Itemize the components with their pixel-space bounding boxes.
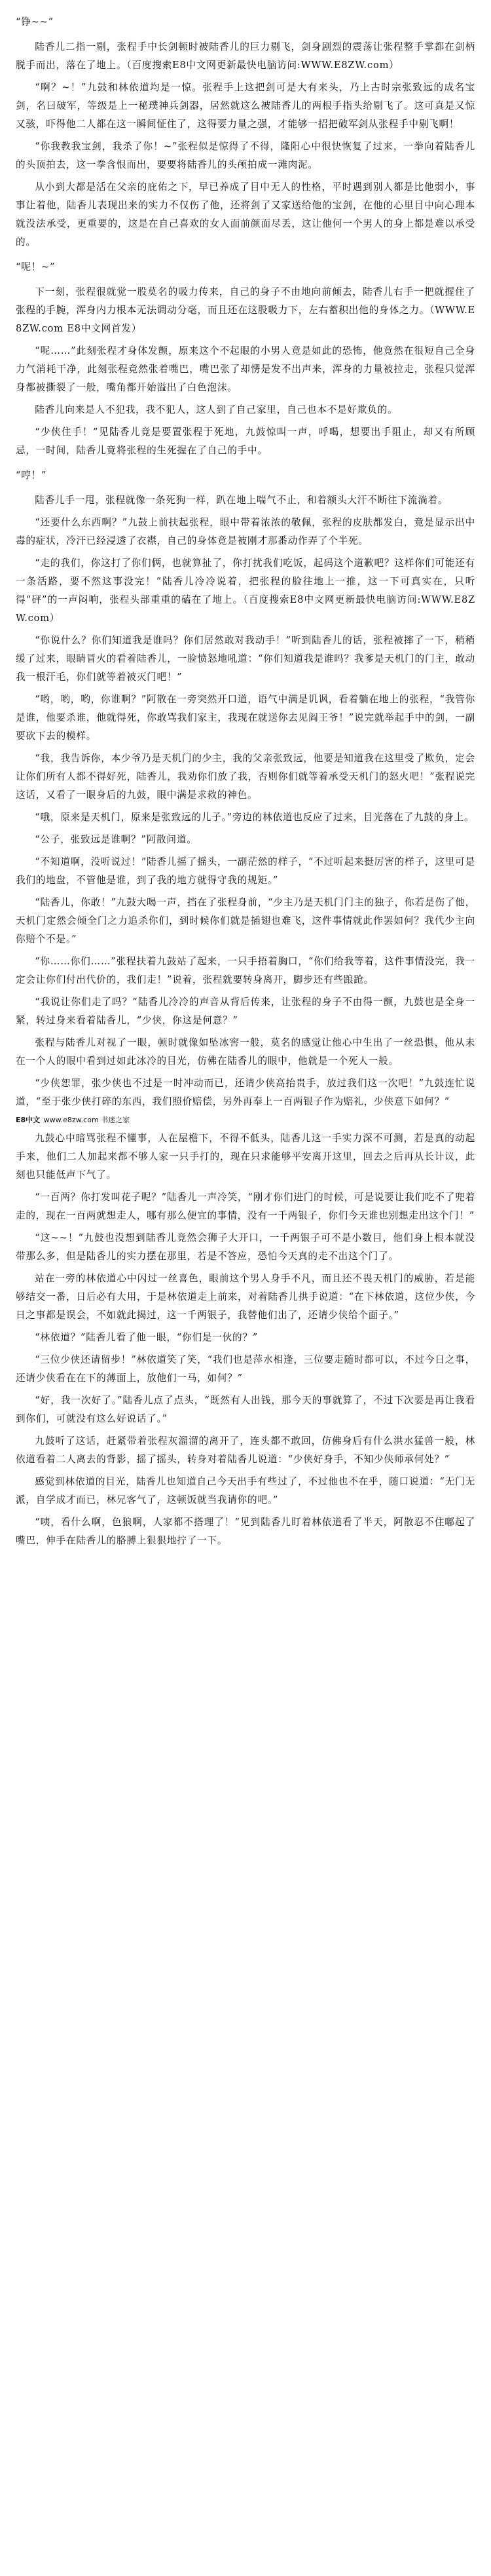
paragraph: “铮~~” — [16, 16, 54, 28]
chapter-body — [16, 13, 475, 1550]
paragraph: 站在一旁的林依道心中闪过一丝喜色，眼前这个男人身手不凡，而且还不畏天机门的威胁，若是能够结交一番，日后必有大用，于是林依道走上前来，对着陆香儿拱手说道：“在下林依道，这位少侠，今日之事都是误会，不如就此揭过，这一千两银子，我替他们出了，还请少侠给个面子。” — [16, 1273, 475, 1321]
paragraph: “少侠恕罪，张少侠也不过是一时冲动而已，还请少侠高抬贵手，放过我们这一次吧！”九鼓连忙说道，“至于张少侠打碎的东西，我们照价赔偿，另外再奉上一百两银子作为赔礼，少侠意下如何？” — [16, 1078, 475, 1107]
paragraph: “呢……”此刻张程才身体发颤，原来这个不起眼的小男人竟是如此的恐怖，他竟然在很短自己全身力气消耗干净，此刻张程竟然张着嘴巴，嘴巴张了却愣是发不出声来，浑身的力量被拉走，张程只觉浑身都被撕裂了一般，嘴角都开始溢出了白色泡沫。 — [16, 345, 475, 393]
paragraph: “啊？~！”九鼓和林依道均是一惊。张程手上这把剑可是大有来头，乃上古时宗张致远的成名宝剑，名曰破军，等级是上一秘璞神兵剑器，居然就这么被陆香儿的两根手指头给剔飞了。这可真是又惊又骇，吓得他二人都在这一瞬间怔住了，这得要力量之强，才能够一招把破军剑从张程手中剔飞啊！ — [16, 82, 475, 130]
paragraph: “陆香儿，你敢！”九鼓大喝一声，挡在了张程身前，“少主乃是天机门门主的独子，你若是伤了他，天机门定然会倾全门之力追杀你们，到时候你们就是插翅也难飞，这件事情就此作罢如何？我代少主向你赔个不是。” — [16, 897, 475, 945]
paragraph: 从小到大都是活在父亲的庇佑之下，早已养成了目中无人的性格，平时遇到别人都是比他弱小，事事让着他，陆香儿表现出来的实力不仅伤了他，还将剑了又家送给他的宝剑，在他的心里目中向心理本就没法承受，更重要的，这是在自己喜欢的女人面前颜面尽丢，这让他何一个男人的身上都是难以承受的。 — [16, 181, 475, 248]
site-watermark — [16, 1115, 475, 1126]
paragraph: 陆香儿向来是人不犯我，我不犯人，这人到了自己家里，自己也本不是好欺负的。 — [35, 404, 398, 415]
paragraph: “好，我一次好了。”陆香儿点了点头，“既然有人出钱，那今天的事就算了，不过下次要是再让我看到你们，可就没有这么好说话了。” — [16, 1395, 475, 1424]
paragraph: “三位少侠还请留步！”林依道笑了笑，“我们也是萍水相逢，三位要走随时都可以，不过今日之事，还请少侠看在在下的薄面上，放他们一马，如何？” — [16, 1354, 475, 1384]
paragraph: “哦，原来是天机门，原来是张致远的儿子。”旁边的林依道也反应了过来，目光落在了九鼓的身上。 — [35, 812, 475, 823]
paragraph: 九鼓心中暗骂张程不懂事，人在屋檐下，不得不低头，陆香儿这一手实力深不可测，若是真的动起手来，他们二人加起来都不够人家一只手打的，现在只求能够平安离开这里，回去之后再从长计议，此刻也只能低声下气了。 — [16, 1133, 475, 1181]
paragraph: “你说什么？你们知道我是谁吗？你们居然敢对我动手！”听到陆香儿的话，张程被摔了一下，稍稍缓了过来，眼睛冒火的看着陆香儿，一脸愤怒地吼道：“你们知道我是谁吗？我爹是天机门的门主，敢动我一根汗毛，你们就等着被灭门吧！” — [16, 635, 475, 683]
watermark-tagline: 书迷之家 — [101, 1116, 130, 1124]
paragraph: 下一刻，张程很就觉一股莫名的吸力传来，自己的身子不由地向前倾去，陆香儿右手一把就握住了张程的手腕，浑身内力根本无法调动分毫，而且还在这股吸力下，左右蓄积出他的身体之力。（WWW.E8ZW.com E8中文网首发） — [16, 286, 475, 334]
paragraph: “林依道？”陆香儿看了他一眼，“你们是一伙的？” — [35, 1332, 259, 1343]
paragraph: “你……你们……”张程扶着九鼓站了起来，一只手捂着胸口，“你们给我等着，这件事情没完，我一定会让你们付出代价的，我们走！”说着，张程就要转身离开，脚步还有些踉跄。 — [16, 956, 475, 985]
paragraph: “呢！~” — [16, 261, 56, 273]
paragraph: “公子，张致远是谁啊？”阿散问道。 — [35, 834, 197, 845]
paragraph: “还要什么东西啊？”九鼓上前扶起张程，眼中带着浓浓的敬佩，张程的皮肤都发白，竟是显示出中毒的症状，冷汗已经浸透了衣襟，自己的身体竟是被刚才那番动作弄了个半死。 — [16, 517, 475, 546]
paragraph: 感觉到林依道的目光，陆香儿也知道自己今天出手有些过了，不过他也不在乎，随口说道：“无门无派，自学成才而已，林兄客气了，这顿饭就当我请你的吧。” — [16, 1476, 475, 1506]
paragraph: 九鼓听了这话，赶紧带着张程灰溜溜的离开了，连头都不敢回，仿佛身后有什么洪水猛兽一般，林依道看着二人离去的背影，摇了摇头，转身对着陆香儿说道：“少侠好身手，不知少侠师承何处？” — [16, 1435, 475, 1465]
watermark-brand: E8中文 — [16, 1116, 41, 1124]
paragraph: “这~~！”九鼓也没想到陆香儿竟然会狮子大开口，一千两银子可不是小数目，他们身上根本就没带那么多，但是陆香儿的实力摆在那里，若是不答应，恐怕今天真的走不出这个门了。 — [16, 1232, 475, 1262]
paragraph: “哼！” — [16, 470, 47, 481]
paragraph: “我，我告诉你，本少爷乃是天机门的少主，我的父亲张致远，他要是知道我在这里受了欺负，定会让你们所有人都不得好死，陆香儿，我劝你们放了我，否则你们就等着承受天机门的怒火吧！”张程说完这话，又看了一眼身后的九鼓，眼中满是求救的神色。 — [16, 753, 475, 801]
watermark-site: www.e8zw.com — [43, 1116, 99, 1124]
paragraph: 陆香儿二指一剔，张程手中长剑顿时被陆香儿的巨力剔飞，剑身剧烈的震荡让张程整手掌都在剑柄脱手而出，落在了地上。（百度搜索E8中文网更新最快电脑访问:WWW.E8ZW.com） — [16, 41, 475, 71]
paragraph: “走的我们，你这打了你们俩，也就算扯了，你打扰我们吃饭，起码这个道歉吧？这样你们可能还有一条活路，要不然这事没完！”陆香儿冷冷说着，把张程的脸往地上一推，这一下可真实在，只听得“砰”的一声闷响，张程头部重重的磕在了地上。（百度搜索E8中文网更新最快电脑访问:WWW.E8ZW.com） — [16, 558, 475, 624]
paragraph: “哟，哟，哟，你谁啊？”阿散在一旁突然开口道，语气中满是讥讽，看着躺在地上的张程，“我管你是谁，他要杀谁，他就得死，你敢骂我们家主，我现在就送你去见阎王爷！”说完就举起手中的剑，一副要砍下去的模样。 — [16, 694, 475, 742]
paragraph: “不知道啊，没听说过！”陆香儿摇了摇头，一副茫然的样子，“不过听起来挺厉害的样子，这里可是我们的地盘，不管他是谁，到了我的地方就得守我的规矩。” — [16, 856, 475, 886]
paragraph: “你我教我宝剑，我杀了你！~”张程似是惊得了不得，隆阳心中很快恢复了过来，一拳向着陆香儿的头顶拍去，这一拳含恨而出，要要将陆香儿的头颅拍成一滩肉泥。 — [16, 141, 475, 170]
paragraph: “一百两？你打发叫花子呢？”陆香儿一声冷笑，“刚才你们进门的时候，可是说要让我们吃不了兜着走的，现在一百两就想走人，哪有那么便宜的事情，没有一千两银子，你们今天谁也别想走出这个门！” — [16, 1192, 475, 1221]
paragraph: “我说让你们走了吗？”陆香儿冷冷的声音从背后传来，让张程的身子不由得一颤，九鼓也是全身一紧，转过身来看着陆香儿，“少侠，你这是何意？” — [16, 996, 475, 1026]
paragraph: “少侠住手！”见陆香儿竟是要置张程于死地，九鼓惊叫一声，呼喝，想要出手阻止，却又有所顾忌，一时间，陆香儿竟将张程的生死握在了自己的手中。 — [16, 426, 475, 456]
paragraph: 陆香儿手一甩，张程就像一条死狗一样，趴在地上喘气不止，和着额头大汗不断往下流淌着。 — [35, 495, 448, 506]
paragraph: 张程与陆香儿对视了一眼，顿时就像如坠冰窖一般，莫名的感觉让他心中生出了一丝恐惧，他从未在一个人的眼中看到过如此冰冷的目光，仿佛在陆香儿的眼中，他就是一个死人一般。 — [16, 1037, 475, 1067]
paragraph: “咦，看什么啊，色狼啊，人家都不搭理了！”见到陆香儿盯着林依道看了半天，阿散忍不住嘟起了嘴巴，伸手在陆香儿的胳膊上狠狠地拧了一下。 — [16, 1517, 475, 1546]
